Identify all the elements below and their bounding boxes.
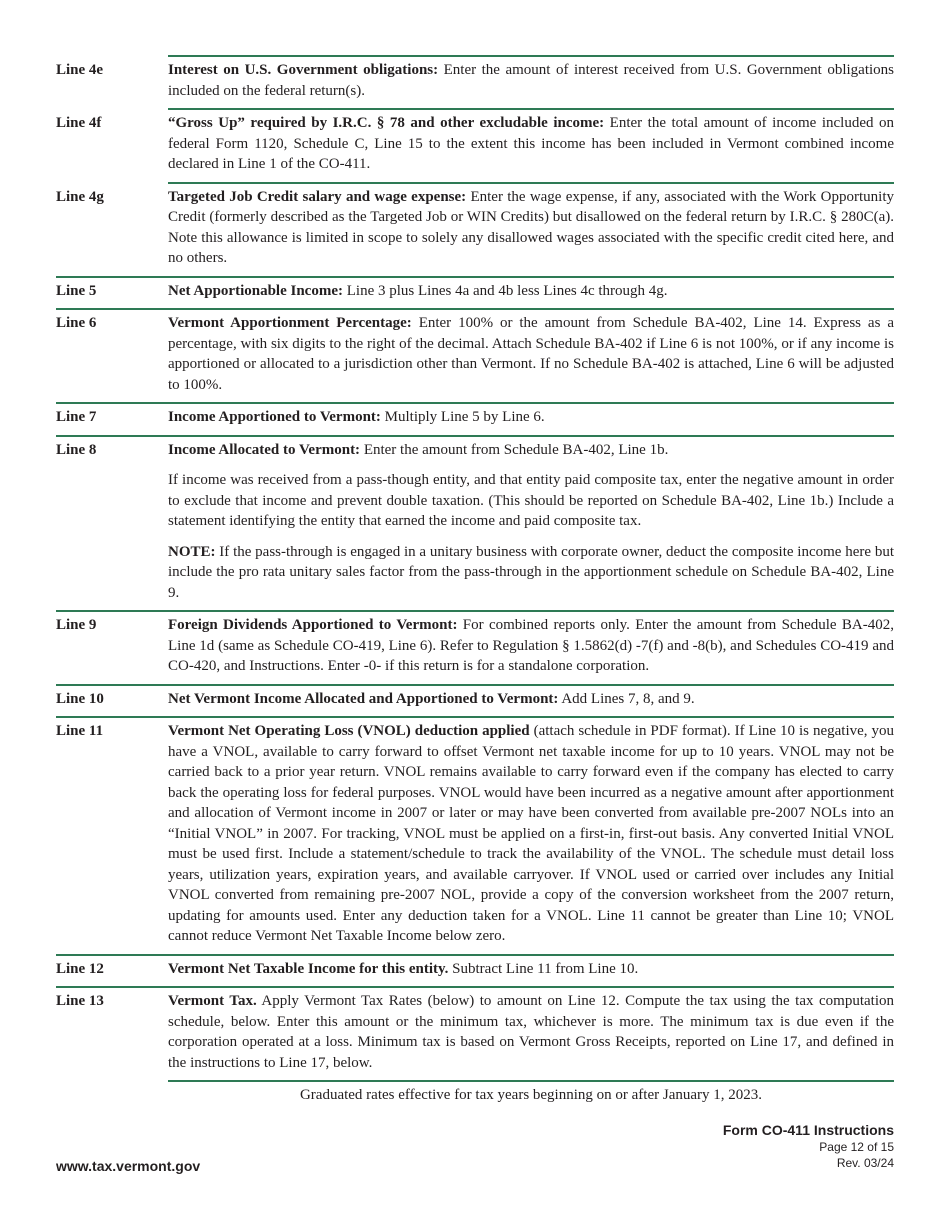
paragraph-heading: Vermont Apportionment Percentage:	[168, 315, 412, 331]
instruction-paragraph	[168, 57, 894, 108]
instruction-paragraph	[168, 278, 894, 309]
paragraph-heading: “Gross Up” required by I.R.C. § 78 and other excludable income:	[168, 115, 605, 131]
line-label: Line 4e	[56, 62, 104, 78]
instruction-paragraph	[168, 718, 894, 954]
instruction-paragraph	[168, 404, 894, 435]
paragraph-heading: Targeted Job Credit salary and wage expense:	[168, 188, 467, 205]
line-label: Line 5	[56, 282, 97, 299]
instruction-paragraph	[168, 612, 894, 684]
paragraph-heading: Vermont Net Taxable Income for this entity.	[168, 960, 449, 977]
paragraph-text: Subtract Line 11 from Line 10.	[448, 960, 639, 977]
paragraph-text: Multiply Line 5 by Line 6.	[380, 409, 545, 425]
instruction-paragraph	[168, 988, 894, 1080]
paragraph-text: Enter the wage expense, if any, associated with the Work Opportunity Credit (formerly described as the Targeted Job or WIN Credits) but disallowed on the federal return by I.R.C. § 280C(a). Note this allowance is limited in scope to solely any disallowed wages associated with the specific credit cited here, and no others.	[168, 188, 894, 266]
revision-date: Rev. 03/24	[836, 1156, 894, 1170]
paragraph-heading: Income Apportioned to Vermont:	[168, 409, 381, 425]
line-label: Line 6	[56, 315, 97, 331]
instruction-paragraph	[168, 539, 894, 611]
paragraph-text: Line 3 plus Lines 4a and 4b less Lines 4c through 4g.	[343, 282, 668, 299]
instruction-paragraph	[168, 467, 894, 539]
instructions-list	[56, 55, 894, 1105]
instruction-row	[56, 276, 894, 309]
paragraph-heading: Net Vermont Income Allocated and Apportioned to Vermont:	[168, 690, 559, 707]
paragraph-text: If income was received from a pass-though entity, and that entity paid composite tax, enter the negative amount in order to exclude that income and prevent double taxation. (This should be reported on Schedule BA-402, Line 1b.) Include a statement identifying the entity that earned the income and paid composite tax.	[168, 472, 894, 529]
paragraph-text: For combined reports only. Enter the amount from Schedule BA-402, Line 1d (same as Schedule CO-419, Line 6). Refer to Regulation § 1.5862(d) -7(f) and -8(b), and Schedules CO-419 and CO-420, and Instructions. Enter -0- if this return is for a standalone corporation.	[168, 617, 894, 674]
paragraph-heading: Interest on U.S. Government obligations:	[168, 62, 439, 78]
instruction-row	[56, 610, 894, 684]
instruction-row	[56, 435, 894, 611]
instruction-row	[56, 954, 894, 987]
paragraph-text: Add Lines 7, 8, and 9.	[558, 690, 695, 707]
graduated-rates-note	[168, 1080, 894, 1105]
line-label: Line 7	[56, 409, 97, 425]
paragraph-text: Enter the amount from Schedule BA-402, Line 1b.	[360, 441, 669, 458]
line-label: Line 8	[56, 441, 97, 458]
instruction-row	[56, 684, 894, 717]
paragraph-heading: Income Allocated to Vermont:	[168, 441, 361, 458]
instruction-paragraph	[168, 686, 894, 717]
footer-form-info	[723, 1121, 894, 1171]
instruction-row	[56, 182, 894, 276]
instruction-paragraph	[168, 956, 894, 987]
page-number: Page 12 of 15	[819, 1140, 894, 1154]
line-label: Line 11	[56, 723, 104, 739]
instruction-paragraph	[168, 110, 894, 182]
instruction-row	[56, 716, 894, 954]
line-label: Line 9	[56, 617, 97, 633]
paragraph-heading: Vermont Net Operating Loss (VNOL) deduction applied	[168, 723, 530, 739]
instruction-row	[56, 55, 894, 108]
paragraph-heading: NOTE:	[168, 543, 216, 560]
line-label: Line 4g	[56, 188, 104, 205]
paragraph-heading: Foreign Dividends Apportioned to Vermont:	[168, 617, 458, 633]
graduated-rates-text: Graduated rates effective for tax years beginning on or after January 1, 2023.	[299, 1087, 763, 1103]
paragraph-text: Enter the amount of interest received from U.S. Government obligations included on the federal return(s).	[168, 62, 894, 99]
paragraph-heading: Net Apportionable Income:	[168, 282, 343, 299]
line-label: Line 4f	[56, 115, 102, 131]
paragraph-text: (attach schedule in PDF format). If Line 10 is negative, you have a VNOL, available to carry forward to offset Vermont net taxable income for up to 10 years. VNOL may not be carried back to a prior year return. VNOL remains available to carry forward even if the company has elected to carry back the operating loss for federal purposes. VNOL would have been incurred as a negative amount after apportionment and allocation of Vermont income in 2007 or later or may have been converted from available pre-2007 NOLs into an “Initial VNOL” in 2007. For tracking, VNOL must be applied on a first-in, first-out basis. Any converted Initial VNOL must be used first. Include a statement/schedule to track the availability of the VNOL. The schedule must detail loss years, utilization years, expiration years, and available carryover. If VNOL used or carried over includes any Initial VNOL converted from remaining pre-2007 NOL, provide a copy of the conversion worksheet from the 2007 return, updating for amounts used. Enter any deduction taken for a VNOL. Line 11 cannot be greater than Line 10; VNOL cannot reduce Vermont Net Taxable Income below zero.	[168, 723, 894, 944]
instruction-row	[56, 108, 894, 182]
paragraph-text: Enter the total amount of income included on federal Form 1120, Schedule C, Line 15 to the extent this income has been included in Vermont combined income declared in Line 1 of the CO-411.	[168, 115, 895, 172]
line-label: Line 12	[56, 960, 104, 977]
paragraph-text: Apply Vermont Tax Rates (below) to amount on Line 12. Compute the tax using the tax computation schedule, below. Enter this amount or the minimum tax, whichever is more. The minimum tax is due even if the corporation operated at a loss. Minimum tax is based on Vermont Gross Receipts, reported on Line 17, and defined in the instructions to Line 17, below.	[168, 993, 894, 1071]
website-url: www.tax.vermont.gov	[56, 1158, 201, 1174]
form-name: Form CO-411 Instructions	[722, 1122, 894, 1138]
instruction-row	[56, 402, 894, 435]
instruction-row	[56, 986, 894, 1080]
instruction-paragraph	[168, 437, 894, 468]
paragraph-heading: Vermont Tax.	[168, 993, 257, 1009]
instruction-paragraph	[168, 184, 894, 276]
instruction-row	[56, 308, 894, 402]
paragraph-text: Enter 100% or the amount from Schedule BA-402, Line 14. Express as a percentage, with six digits to the right of the decimal. Attach Schedule BA-402 if Line 6 is not 100%, or if any income is apportioned or allocated to a jurisdiction other than Vermont. If no Schedule BA-402 is attached, Line 6 will be adjusted to 100%.	[168, 315, 894, 393]
line-label: Line 13	[56, 993, 104, 1009]
instruction-paragraph	[168, 310, 894, 402]
line-label: Line 10	[56, 690, 104, 707]
paragraph-text: If the pass-through is engaged in a unitary business with corporate owner, deduct the composite income here but include the pro rata unitary sales factor from the pass-through in the apportionment schedule on Schedule BA-402, Line 9.	[168, 543, 894, 601]
